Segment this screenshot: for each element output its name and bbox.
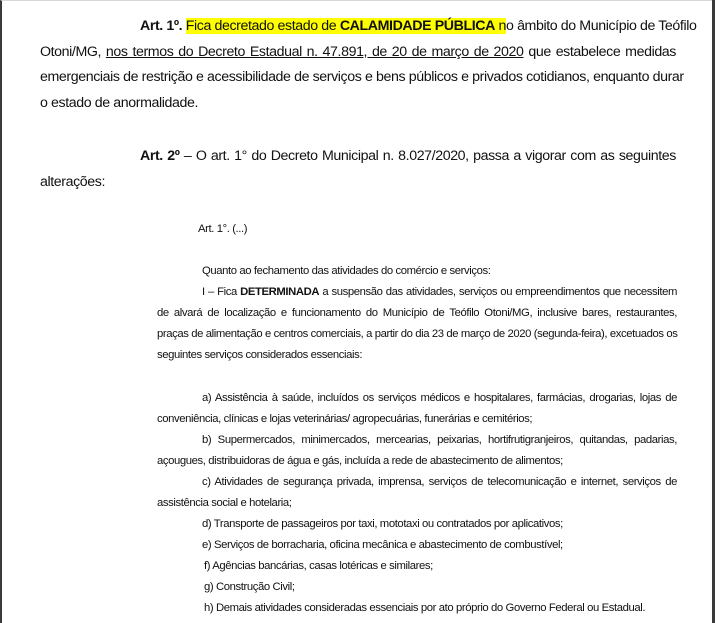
quoted-body [157, 261, 677, 366]
item-b-line-1: b) Supermercados, minimercados, mercearias, peixarias, hortifrutigranjeiros, quitandas, padarias, [202, 434, 677, 446]
item-I-line-3: praças de alimentação e centros comerciais, a partir do dia 23 de março de 2020 (segunda-feira), excetuados os [157, 328, 678, 340]
item-c-line-1: c) Atividades de segurança privada, imprensa, serviços de telecomunicação e internet, serviços de [202, 476, 677, 488]
essential-services-list [157, 388, 677, 619]
article-2-label: Art. 2º [140, 148, 180, 164]
quoted-intro: Quanto ao fechamento das atividades do comércio e serviços: [202, 265, 491, 277]
highlight-pre: Fica decretado estado de [185, 18, 337, 34]
article-2 [40, 144, 676, 195]
article-1-line-1-rest: o âmbito do Município de Teófilo [506, 18, 697, 34]
determinada: DETERMINADA [240, 286, 320, 298]
article-1-label: Art. 1º. [140, 18, 183, 34]
item-b-line-2: açougues, distribuidoras de água e gás, incluída a rede de abastecimento de alimentos; [157, 455, 563, 467]
quoted-article-header: Art. 1°. (...) [198, 223, 248, 235]
line2-post: que estabelece medidas [528, 43, 676, 60]
item-d: d) Transporte de passageiros por taxi, mototaxi ou contratados por aplicativos; [202, 518, 563, 530]
article-2-text: – O art. 1° do Decreto Municipal n. 8.027/2020, passa a vigorar com as seguintes [183, 148, 676, 164]
highlight-tail: n [498, 18, 507, 34]
item-c-line-2: assistência social e hotelaria; [157, 497, 292, 509]
article-1-line-3: emergenciais de restrição e acessibilidade de serviços e bens públicos e privados cotidianos, enquanto durar [40, 69, 684, 85]
item-e: e) Serviços de borracharia, oficina mecânica e abastecimento de combustível; [202, 539, 563, 551]
item-a-line-2: conveniência, clínicas e lojas veterinárias/ agropecuárias, funerárias e cemitérios; [157, 413, 533, 425]
article-2-line-1 [40, 144, 676, 170]
item-I-line-2: de alvará de localização e funcionamento do Município de Teófilo Otoni/MG, inclusive bares, restaurantes, [157, 307, 677, 319]
item-I-post: a suspensão das atividades, serviços ou empreendimentos que necessitem [322, 286, 677, 298]
item-h: h) Demais atividades consideradas essenciais por ato próprio do Governo Federal ou Estadual. [204, 602, 646, 614]
line2-pre: Otoni/MG, [40, 43, 102, 60]
item-I-pre: I – Fica [202, 286, 237, 298]
article-1-line-4: o estado de anormalidade. [40, 94, 199, 111]
highlighted-text [186, 18, 506, 34]
item-a-line-1: a) Assistência à saúde, incluídos os serviços médicos e hospitalares, farmácias, drogarias, lojas de [202, 392, 677, 404]
item-I-line-4: seguintes serviços considerados essenciais: [157, 349, 363, 361]
calamidade-publica: CALAMIDADE PÚBLICA [339, 18, 495, 34]
item-g: g) Construção Civil; [204, 581, 295, 593]
item-I-line-1 [157, 282, 677, 303]
decree-reference: nos termos do Decreto Estadual n. 47.891, de 20 de março de 2020 [105, 43, 524, 60]
quoted-header [198, 219, 498, 240]
item-f: f) Agências bancárias, casas lotéricas e similares; [204, 560, 433, 572]
article-2-line-2: alterações: [40, 173, 105, 190]
article-1-line-1 [40, 14, 697, 40]
article-1 [40, 14, 697, 116]
article-1-line-2 [40, 40, 676, 66]
